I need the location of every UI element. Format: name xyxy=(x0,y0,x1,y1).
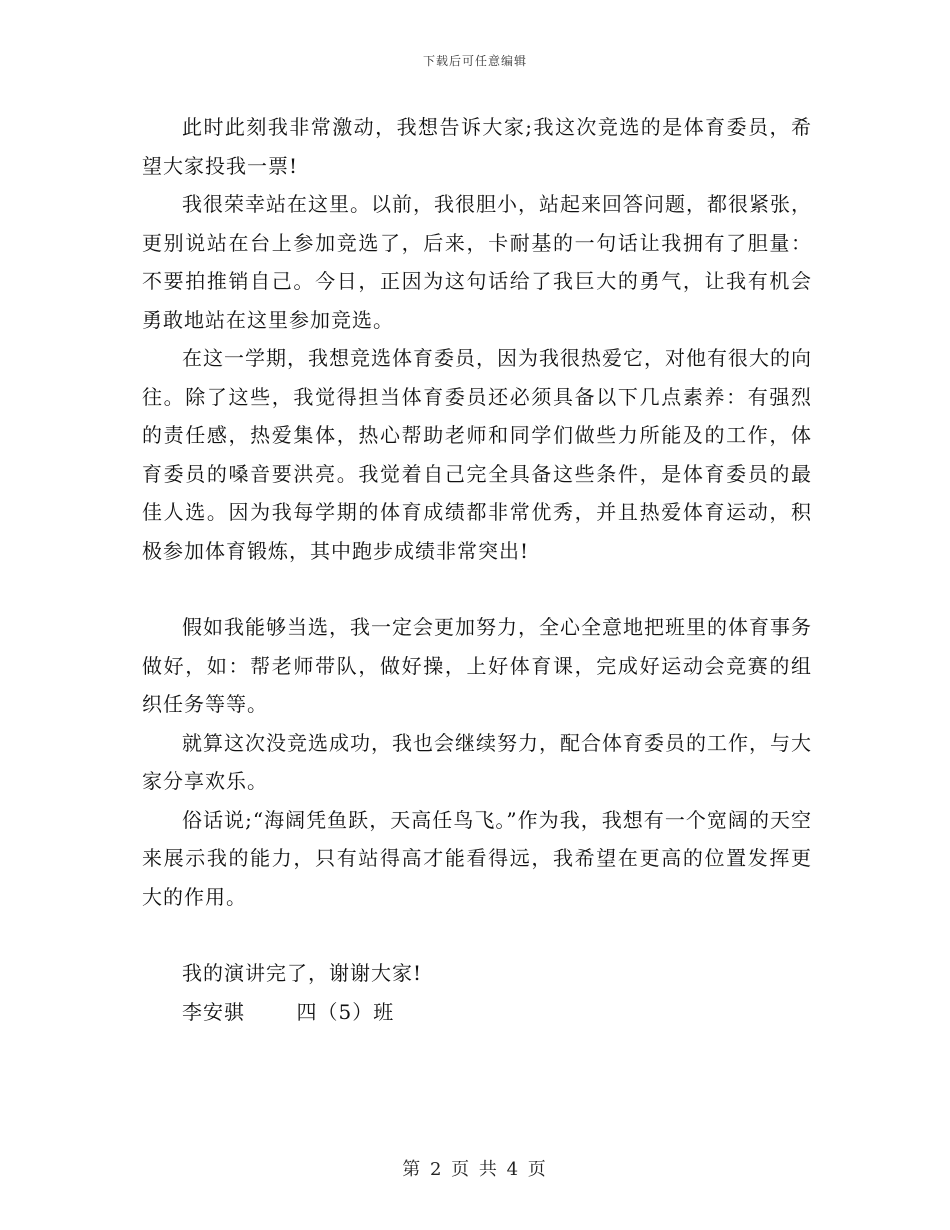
paragraph-proverb: 俗话说;“海阔凭鱼跃，天高任鸟飞。”作为我，我想有一个宽阔的天空来展示我的能力，只有站得高才能看得远，我希望在更高的位置发挥更大的作用。 xyxy=(142,807,812,909)
paragraph-qualifications: 在这一学期，我想竞选体育委员，因为我很热爱它，对他有很大的向往。除了这些，我觉得担当体育委员还必须具备以下几点素养：有强烈的责任感，热爱集体，热心帮助老师和同学们做些力所能及的工作，体育委员的嗓音要洪亮。我觉着自己完全具备这些条件，是体育委员的最佳人选。因为我每学期的体育成绩都非常优秀，并且热爱体育运动，积极参加体育锻炼，其中跑步成绩非常突出! xyxy=(142,346,812,563)
paragraph-promise: 假如我能够当选，我一定会更加努力，全心全意地把班里的体育事务做好，如：帮老师带队，做好操，上好体育课，完成好运动会竞赛的组织任务等等。 xyxy=(142,615,812,716)
signature-spacer xyxy=(245,1000,297,1024)
page-footer: 第 2 页 共 4 页 xyxy=(402,1159,548,1180)
document-body xyxy=(142,108,812,1031)
paragraph-if-not-elected: 就算这次没竞选成功，我也会继续努力，配合体育委员的工作，与大家分享欢乐。 xyxy=(142,730,812,793)
closing-thanks: 我的演讲完了，谢谢大家! xyxy=(182,961,423,985)
signature-line xyxy=(142,993,812,1032)
author-name: 李安骐 xyxy=(182,999,245,1024)
paragraph-courage: 我很荣幸站在这里。以前，我很胆小，站起来回答问题，都很紧张，更别说站在台上参加竞选了，后来，卡耐基的一句话让我拥有了胆量：不要拍推销自己。今日，正因为这句话给了我巨大的勇气，让我有机会勇敢地站在这里参加竞选。 xyxy=(142,192,812,332)
paragraph-intro: 此时此刻我非常激动，我想告诉大家;我这次竞选的是体育委员，希望大家投我一票! xyxy=(142,115,812,178)
page-header: 下载后可任意编辑 xyxy=(422,54,527,68)
paragraph-gap xyxy=(142,916,812,954)
paragraph-gap xyxy=(142,570,812,608)
author-class: 四（5）班 xyxy=(296,999,395,1024)
